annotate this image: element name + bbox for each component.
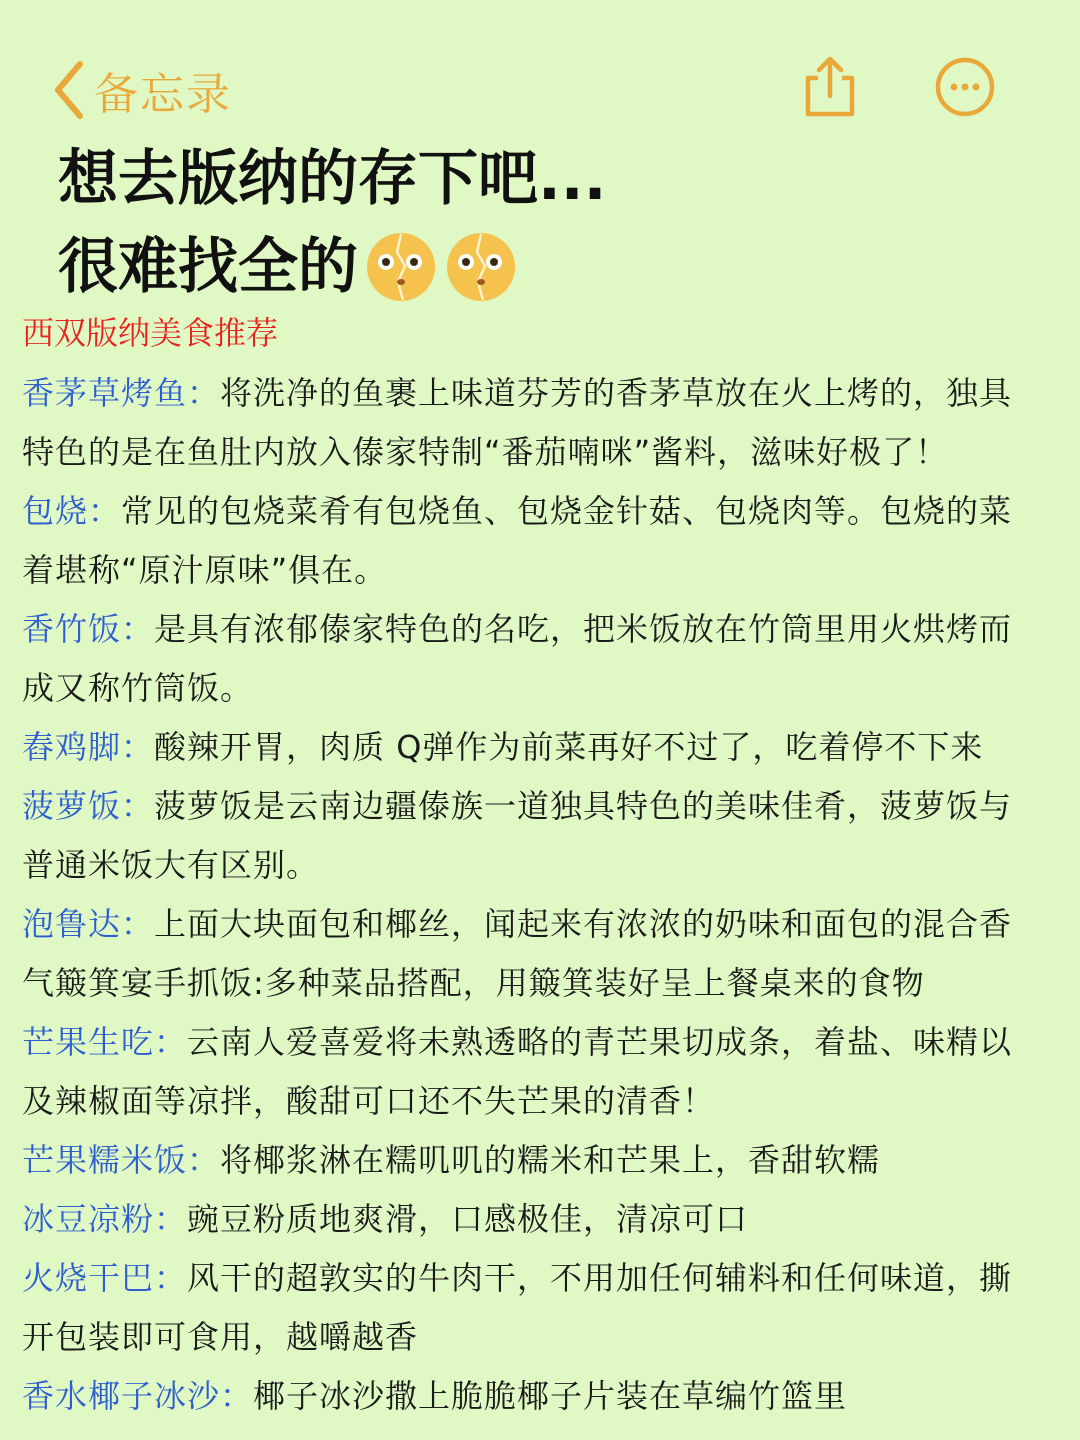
- food-item: [22, 1013, 1042, 1131]
- cracked-face-emoji-icon: [444, 230, 518, 304]
- more-icon: [934, 56, 996, 118]
- food-item: [22, 1131, 1042, 1190]
- share-icon: [800, 54, 860, 120]
- food-description: 椰子冰沙撒上脆脆椰子片装在草编竹篮里: [253, 1377, 848, 1415]
- top-navigation-bar: [0, 0, 1080, 130]
- food-item: [22, 364, 1042, 482]
- food-description: 风干的超敦实的牛肉干，不用加任何辅料和任何味道，撕开包装即可食用，越嚼越香: [22, 1259, 1013, 1356]
- section-heading: 西双版纳美食推荐: [22, 314, 279, 352]
- food-name: 芒果糯米饭：: [22, 1141, 221, 1179]
- share-button[interactable]: [800, 54, 860, 120]
- food-name: 香水椰子冰沙：: [22, 1377, 254, 1415]
- food-item: [22, 777, 1042, 895]
- food-description: 常见的包烧菜肴有包烧鱼、包烧金针菇、包烧肉等。包烧的菜着堪称“原汁原味”俱在。: [22, 492, 1013, 589]
- food-description: 上面大块面包和椰丝，闻起来有浓浓的奶味和面包的混合香气簸箕宴手抓饭:多种菜品搭配，用簸箕装好呈上餐桌来的食物: [22, 905, 1013, 1002]
- title-line-2-text: 很难找全的: [58, 232, 358, 302]
- food-description: 云南人爱喜爱将未熟透略的青芒果切成条，着盐、味精以及辣椒面等凉拌，酸甜可口还不失芒果的清香！: [22, 1023, 1013, 1120]
- food-description: 豌豆粉质地爽滑，口感极佳，清凉可口: [187, 1200, 749, 1238]
- note-body: [22, 364, 1042, 1426]
- food-item: [22, 1190, 1042, 1249]
- more-button[interactable]: [934, 56, 996, 118]
- food-item: [22, 1249, 1042, 1367]
- food-description: 将椰浆淋在糯叽叽的糯米和芒果上，香甜软糯: [220, 1141, 881, 1179]
- title-line-1: 想去版纳的存下吧...: [58, 144, 607, 214]
- food-description: 菠萝饭是云南边疆傣族一道独具特色的美味佳肴，菠萝饭与普通米饭大有区别。: [22, 787, 1013, 884]
- food-name: 包烧：: [22, 492, 122, 530]
- food-item: [22, 718, 1042, 777]
- food-name: 舂鸡脚：: [22, 728, 155, 766]
- food-name: 菠萝饭：: [22, 787, 155, 825]
- food-name: 泡鲁达：: [22, 905, 155, 943]
- food-name: 芒果生吃：: [22, 1023, 188, 1061]
- cracked-face-emoji-icon: [364, 230, 438, 304]
- food-item: [22, 482, 1042, 600]
- chevron-left-icon: [52, 60, 86, 120]
- food-name: 冰豆凉粉：: [22, 1200, 188, 1238]
- back-label: 备忘录: [94, 69, 232, 120]
- food-description: 酸辣开胃，肉质 Q弹作为前菜再好不过了，吃着停不下来: [154, 728, 984, 766]
- food-name: 香茅草烤鱼：: [22, 374, 221, 412]
- note-title: [58, 135, 606, 311]
- food-item: [22, 600, 1042, 718]
- back-button[interactable]: [52, 58, 232, 122]
- food-item: [22, 1367, 1042, 1426]
- food-description: 是具有浓郁傣家特色的名吃，把米饭放在竹筒里用火烘烤而成又称竹筒饭。: [22, 610, 1013, 707]
- title-line-2: [58, 223, 606, 311]
- food-name: 火烧干巴：: [22, 1259, 188, 1297]
- food-item: [22, 895, 1042, 1013]
- food-name: 香竹饭：: [22, 610, 155, 648]
- food-description: 将洗净的鱼裹上味道芬芳的香茅草放在火上烤的，独具特色的是在鱼肚内放入傣家特制“番茄喃咪”酱料，滋味好极了！: [22, 374, 1013, 471]
